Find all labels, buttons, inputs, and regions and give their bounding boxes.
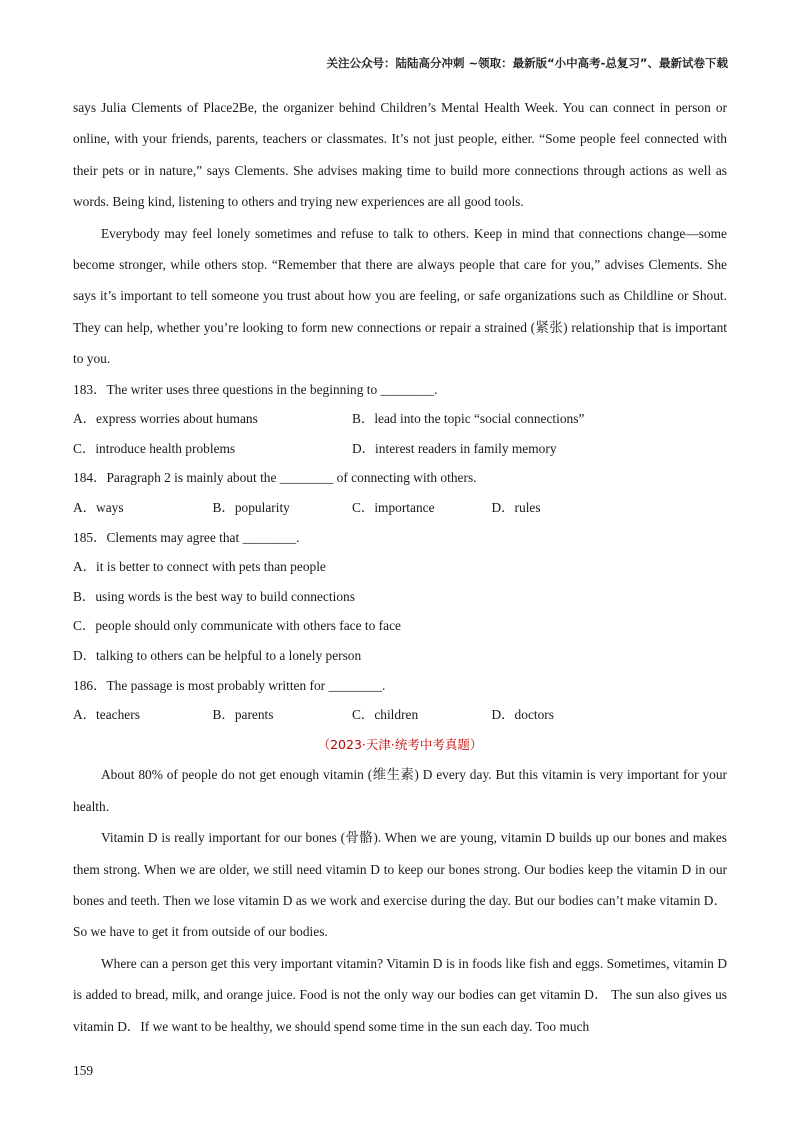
- question-183-options-row-1: [73, 404, 727, 434]
- question-184-option-a: A．ways: [73, 500, 124, 516]
- page-number: 159: [73, 1063, 94, 1078]
- question-184-option-b: B．popularity: [212, 500, 290, 516]
- question-186-option-b: B．parents: [212, 707, 274, 723]
- question-183-option-c: C．introduce health problems: [73, 440, 236, 456]
- question-186-stem: 186．The passage is most probably written for ________.: [73, 677, 386, 693]
- question-184-options: [73, 493, 727, 523]
- passage2-paragraph-2: Vitamin D is really important for our bones (骨骼). When we are young, vitamin D builds up our bones and makes them strong. When we are older, we still need vitamin D to keep our bones strong. Our bodies keep the vitamin D in our bones and teeth. Then we lose vitamin D as we work and exercise during the day. But our bodies can’t make vitamin D．So we have to get it from outside of our bodies.: [73, 830, 727, 940]
- question-184-option-d: D．rules: [491, 500, 541, 516]
- passage2-paragraph-3: Where can a person get this very important vitamin? Vitamin D is in foods like fish and eggs. Sometimes, vitamin D is added to bread, milk, and orange juice. Food is not the only way our bodies can get vitamin D． The sun also gives us vitamin D．If we want to be healthy, we should spend some time in the sun each day. Too much: [73, 955, 727, 1034]
- question-185-stem: 185．Clements may agree that ________.: [73, 529, 300, 545]
- passage2-paragraph-1: About 80% of people do not get enough vitamin (维生素) D every day. But this vitamin is very important for your health.: [73, 767, 727, 814]
- question-186-options: [73, 700, 727, 730]
- question-183-options-row-2: [73, 434, 727, 464]
- question-185-option-b: B．using words is the best way to build connections: [73, 588, 355, 604]
- question-183-stem: 183．The writer uses three questions in the beginning to ________.: [73, 381, 438, 397]
- question-184-option-c: C．importance: [352, 500, 435, 516]
- question-183-option-a: A．express worries about humans: [73, 411, 258, 427]
- question-186-option-a: A．teachers: [73, 707, 140, 723]
- question-185-option-d: D．talking to others can be helpful to a lonely person: [73, 648, 362, 663]
- question-185-option-a: A．it is better to connect with pets than people: [73, 559, 326, 575]
- question-186-option-c: C．children: [352, 707, 419, 723]
- exam-source-label: （2023·天津·统考中考真题）: [317, 736, 483, 752]
- question-183-option-d: D．interest readers in family memory: [352, 440, 557, 456]
- page-header: 关注公众号：陆陆高分冲刺 ~领取：最新版“小中高考-总复习”、最新试卷下载: [326, 56, 728, 70]
- passage1-paragraph-2: Everybody may feel lonely sometimes and refuse to talk to others. Keep in mind that connections change—some become stronger, while others stop. “Remember that there are always people that care for you,” advises Clements. She says it’s important to tell someone you trust about how you are feeling, or safe organizations such as Childline or Shout. They can help, whether you’re looking to form new connections or repair a strained (紧张) relationship that is important to you.: [73, 225, 727, 367]
- question-186-option-d: D．doctors: [491, 707, 554, 723]
- question-185-option-c: C．people should only communicate with others face to face: [73, 618, 401, 634]
- question-183-option-b: B．lead into the topic “social connections”: [352, 411, 585, 427]
- passage1-paragraph-1: says Julia Clements of Place2Be, the organizer behind Children’s Mental Health Week. You can connect in person or online, with your friends, parents, teachers or classmates. It’s not just people, either. “Some people feel connected with their pets or in nature,” says Clements. She advises making time to build more connections through actions as well as words. Being kind, listening to others and trying new experiences are all good tools.: [73, 100, 727, 210]
- document-body: [73, 92, 727, 1042]
- question-184-stem: 184．Paragraph 2 is mainly about the ________ of connecting with others.: [73, 470, 477, 486]
